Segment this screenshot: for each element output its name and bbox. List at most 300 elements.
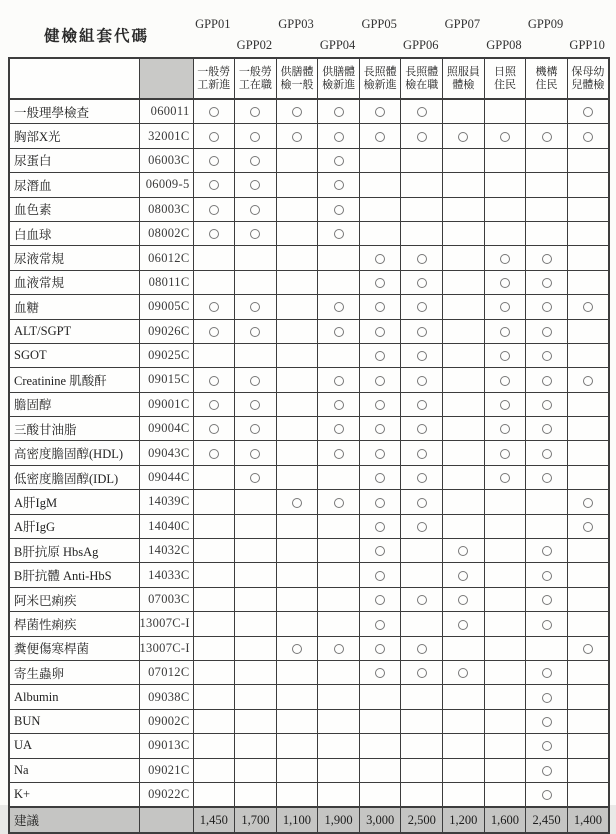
included-mark-cell — [484, 417, 526, 441]
included-mark-cell — [359, 563, 401, 587]
empty-mark-cell — [567, 417, 609, 441]
circle-mark-icon — [375, 449, 385, 459]
included-mark-cell — [401, 417, 443, 441]
included-mark-cell — [526, 709, 568, 733]
test-name-cell: 桿菌性痢疾 — [9, 612, 139, 636]
included-mark-cell — [235, 465, 277, 489]
circle-mark-icon — [375, 107, 385, 117]
empty-mark-cell — [318, 246, 360, 270]
circle-mark-icon — [542, 620, 552, 630]
circle-mark-icon — [209, 327, 219, 337]
included-mark-cell — [526, 441, 568, 465]
package-code-gpp06: GPP06 — [403, 38, 439, 52]
circle-mark-icon — [209, 132, 219, 142]
empty-mark-cell — [401, 563, 443, 587]
included-mark-cell — [193, 148, 235, 172]
empty-mark-cell — [193, 490, 235, 514]
included-mark-cell — [526, 392, 568, 416]
empty-mark-cell — [235, 734, 277, 758]
included-mark-cell — [318, 148, 360, 172]
empty-mark-cell — [567, 270, 609, 294]
empty-mark-cell — [359, 197, 401, 221]
circle-mark-icon — [334, 205, 344, 215]
package-label-line: 供膳體 — [280, 65, 314, 78]
package-label-line: 兒體檢 — [571, 78, 605, 91]
included-mark-cell — [193, 417, 235, 441]
empty-mark-cell — [235, 587, 277, 611]
package-label-gpp10 — [567, 58, 609, 99]
package-code-gpp04: GPP04 — [319, 38, 356, 52]
table-row — [9, 221, 609, 245]
package-label-line: 檢新進 — [322, 78, 356, 91]
circle-mark-icon — [417, 668, 427, 678]
table-row — [9, 563, 609, 587]
test-name-cell: 低密度膽固醇(IDL) — [9, 465, 139, 489]
included-mark-cell — [401, 587, 443, 611]
table-row — [9, 758, 609, 782]
circle-mark-icon — [417, 400, 427, 410]
empty-mark-cell — [401, 197, 443, 221]
circle-mark-icon — [417, 376, 427, 386]
package-label-line: 檢一般 — [280, 78, 314, 91]
price-cell: 1,450 — [193, 807, 235, 833]
circle-mark-icon — [500, 254, 510, 264]
circle-mark-icon — [209, 400, 219, 410]
empty-mark-cell — [235, 270, 277, 294]
table-row — [9, 246, 609, 270]
included-mark-cell — [359, 99, 401, 124]
included-mark-cell — [526, 124, 568, 148]
included-mark-cell — [526, 734, 568, 758]
empty-mark-cell — [443, 99, 485, 124]
empty-mark-cell — [443, 782, 485, 807]
circle-mark-icon — [458, 620, 468, 630]
price-cell: 1,700 — [235, 807, 277, 833]
empty-mark-cell — [193, 246, 235, 270]
included-mark-cell — [401, 99, 443, 124]
circle-mark-icon — [250, 400, 260, 410]
empty-mark-cell — [484, 539, 526, 563]
circle-mark-icon — [500, 278, 510, 288]
included-mark-cell — [318, 295, 360, 319]
circle-mark-icon — [209, 107, 219, 117]
circle-mark-icon — [542, 473, 552, 483]
empty-mark-cell — [235, 685, 277, 709]
included-mark-cell — [193, 197, 235, 221]
table-row — [9, 392, 609, 416]
test-name-cell: Creatinine 肌酸酐 — [9, 368, 139, 392]
empty-mark-cell — [443, 343, 485, 367]
circle-mark-icon — [417, 302, 427, 312]
included-mark-cell — [443, 563, 485, 587]
circle-mark-icon — [250, 180, 260, 190]
package-label-line: 照服員 — [446, 65, 480, 78]
circle-mark-icon — [209, 229, 219, 239]
circle-mark-icon — [458, 668, 468, 678]
footer-code-cell — [139, 807, 193, 833]
empty-mark-cell — [443, 148, 485, 172]
included-mark-cell — [567, 368, 609, 392]
empty-mark-cell — [276, 758, 318, 782]
empty-mark-cell — [567, 343, 609, 367]
circle-mark-icon — [334, 376, 344, 386]
empty-mark-cell — [276, 782, 318, 807]
test-code-cell: 06003C — [139, 148, 193, 172]
circle-mark-icon — [500, 424, 510, 434]
package-label-line: 供膳體 — [322, 65, 356, 78]
test-code-cell: 09043C — [139, 441, 193, 465]
test-name-cell: Na — [9, 758, 139, 782]
test-code-cell: 08002C — [139, 221, 193, 245]
test-code-cell: 06009-5 — [139, 173, 193, 197]
empty-mark-cell — [401, 148, 443, 172]
circle-mark-icon — [375, 400, 385, 410]
circle-mark-icon — [334, 327, 344, 337]
empty-mark-cell — [443, 368, 485, 392]
empty-mark-cell — [484, 758, 526, 782]
empty-mark-cell — [567, 221, 609, 245]
empty-mark-cell — [567, 319, 609, 343]
table-row — [9, 295, 609, 319]
test-code-cell: 08003C — [139, 197, 193, 221]
package-code-gpp09: GPP09 — [527, 17, 564, 31]
circle-mark-icon — [542, 449, 552, 459]
empty-mark-cell — [401, 221, 443, 245]
empty-mark-cell — [359, 782, 401, 807]
empty-mark-cell — [567, 685, 609, 709]
included-mark-cell — [359, 441, 401, 465]
circle-mark-icon — [334, 180, 344, 190]
included-mark-cell — [359, 295, 401, 319]
included-mark-cell — [193, 441, 235, 465]
circle-mark-icon — [583, 376, 593, 386]
table-row — [9, 197, 609, 221]
empty-mark-cell — [443, 441, 485, 465]
empty-mark-cell — [526, 221, 568, 245]
package-label-gpp01 — [193, 58, 235, 99]
empty-mark-cell — [567, 246, 609, 270]
included-mark-cell — [484, 295, 526, 319]
circle-mark-icon — [458, 595, 468, 605]
circle-mark-icon — [334, 449, 344, 459]
table-row — [9, 709, 609, 733]
package-label-gpp08 — [484, 58, 526, 99]
test-code-cell: 06012C — [139, 246, 193, 270]
test-code-cell: 32001C — [139, 124, 193, 148]
test-name-cell: BUN — [9, 709, 139, 733]
table-row — [9, 343, 609, 367]
package-code-gpp07: GPP07 — [444, 17, 481, 31]
empty-mark-cell — [276, 148, 318, 172]
empty-mark-cell — [443, 417, 485, 441]
empty-mark-cell — [193, 563, 235, 587]
test-name-cell: 白血球 — [9, 221, 139, 245]
included-mark-cell — [318, 392, 360, 416]
empty-mark-cell — [484, 660, 526, 684]
empty-mark-cell — [318, 270, 360, 294]
included-mark-cell — [235, 417, 277, 441]
package-label-line: 工在職 — [238, 78, 272, 91]
included-mark-cell — [235, 295, 277, 319]
included-mark-cell — [401, 392, 443, 416]
package-label-line: 一般勞 — [238, 65, 272, 78]
circle-mark-icon — [417, 278, 427, 288]
circle-mark-icon — [542, 668, 552, 678]
empty-mark-cell — [318, 782, 360, 807]
test-name-cell: 三酸甘油脂 — [9, 417, 139, 441]
empty-mark-cell — [276, 660, 318, 684]
test-name-cell: 阿米巴痢疾 — [9, 587, 139, 611]
table-row — [9, 319, 609, 343]
included-mark-cell — [193, 392, 235, 416]
circle-mark-icon — [542, 327, 552, 337]
included-mark-cell — [235, 319, 277, 343]
footer-label-cell: 建議 — [9, 807, 139, 833]
empty-mark-cell — [276, 246, 318, 270]
empty-mark-cell — [443, 636, 485, 660]
test-code-cell: 060011 — [139, 99, 193, 124]
circle-mark-icon — [375, 302, 385, 312]
test-name-cell: 尿蛋白 — [9, 148, 139, 172]
circle-mark-icon — [542, 717, 552, 727]
empty-mark-cell — [443, 514, 485, 538]
package-label-line: 檢新進 — [363, 78, 397, 91]
circle-mark-icon — [250, 205, 260, 215]
empty-mark-cell — [443, 197, 485, 221]
test-name-cell: 尿潛血 — [9, 173, 139, 197]
included-mark-cell — [401, 660, 443, 684]
empty-mark-cell — [193, 660, 235, 684]
circle-mark-icon — [250, 156, 260, 166]
included-mark-cell — [526, 685, 568, 709]
empty-mark-cell — [276, 392, 318, 416]
price-cell: 2,450 — [526, 807, 568, 833]
circle-mark-icon — [458, 132, 468, 142]
included-mark-cell — [567, 295, 609, 319]
included-mark-cell — [276, 636, 318, 660]
circle-mark-icon — [417, 254, 427, 264]
included-mark-cell — [193, 295, 235, 319]
table-row — [9, 539, 609, 563]
price-cell: 1,900 — [318, 807, 360, 833]
empty-mark-cell — [567, 660, 609, 684]
circle-mark-icon — [542, 790, 552, 800]
table-row — [9, 782, 609, 807]
included-mark-cell — [484, 124, 526, 148]
empty-mark-cell — [318, 734, 360, 758]
empty-mark-cell — [443, 685, 485, 709]
test-code-cell: 14033C — [139, 563, 193, 587]
included-mark-cell — [526, 612, 568, 636]
circle-mark-icon — [542, 571, 552, 581]
empty-mark-cell — [443, 490, 485, 514]
circle-mark-icon — [458, 571, 468, 581]
empty-mark-cell — [443, 221, 485, 245]
included-mark-cell — [401, 368, 443, 392]
included-mark-cell — [401, 343, 443, 367]
table-row — [9, 734, 609, 758]
empty-mark-cell — [276, 270, 318, 294]
empty-mark-cell — [567, 782, 609, 807]
circle-mark-icon — [250, 229, 260, 239]
circle-mark-icon — [458, 546, 468, 556]
empty-mark-cell — [567, 612, 609, 636]
empty-mark-cell — [484, 514, 526, 538]
included-mark-cell — [526, 539, 568, 563]
empty-mark-cell — [235, 612, 277, 636]
empty-mark-cell — [526, 490, 568, 514]
empty-mark-cell — [484, 99, 526, 124]
empty-mark-cell — [276, 295, 318, 319]
test-name-cell: SGOT — [9, 343, 139, 367]
empty-mark-cell — [318, 514, 360, 538]
empty-mark-cell — [276, 465, 318, 489]
included-mark-cell — [526, 563, 568, 587]
circle-mark-icon — [500, 449, 510, 459]
price-cell: 1,100 — [276, 807, 318, 833]
empty-mark-cell — [276, 319, 318, 343]
empty-mark-cell — [318, 587, 360, 611]
circle-mark-icon — [583, 522, 593, 532]
included-mark-cell — [318, 441, 360, 465]
test-name-cell: UA — [9, 734, 139, 758]
empty-mark-cell — [318, 709, 360, 733]
included-mark-cell — [193, 368, 235, 392]
empty-mark-cell — [276, 709, 318, 733]
included-mark-cell — [526, 587, 568, 611]
empty-mark-cell — [484, 197, 526, 221]
circle-mark-icon — [250, 376, 260, 386]
included-mark-cell — [359, 539, 401, 563]
empty-mark-cell — [567, 148, 609, 172]
empty-mark-cell — [318, 612, 360, 636]
included-mark-cell — [193, 124, 235, 148]
included-mark-cell — [359, 392, 401, 416]
circle-mark-icon — [542, 546, 552, 556]
test-code-cell: 09001C — [139, 392, 193, 416]
empty-mark-cell — [567, 392, 609, 416]
test-name-cell: 高密度膽固醇(HDL) — [9, 441, 139, 465]
empty-mark-cell — [235, 563, 277, 587]
test-code-cell: 09002C — [139, 709, 193, 733]
empty-mark-cell — [193, 612, 235, 636]
test-code-cell: 14032C — [139, 539, 193, 563]
included-mark-cell — [484, 270, 526, 294]
empty-mark-cell — [276, 539, 318, 563]
empty-mark-cell — [401, 685, 443, 709]
included-mark-cell — [401, 514, 443, 538]
table-row — [9, 124, 609, 148]
test-name-cell: B肝抗原 HbsAg — [9, 539, 139, 563]
empty-mark-cell — [318, 539, 360, 563]
included-mark-cell — [193, 319, 235, 343]
empty-mark-cell — [193, 685, 235, 709]
test-name-cell: 尿液常規 — [9, 246, 139, 270]
test-code-cell: 14040C — [139, 514, 193, 538]
test-code-cell: 13007C-I — [139, 636, 193, 660]
included-mark-cell — [318, 319, 360, 343]
package-code-gpp10: GPP10 — [569, 38, 605, 52]
included-mark-cell — [401, 246, 443, 270]
empty-mark-cell — [443, 709, 485, 733]
test-code-cell: 09044C — [139, 465, 193, 489]
circle-mark-icon — [375, 351, 385, 361]
empty-mark-cell — [484, 563, 526, 587]
empty-mark-cell — [567, 441, 609, 465]
test-name-cell: A肝IgG — [9, 514, 139, 538]
test-code-cell: 13007C-I — [139, 612, 193, 636]
package-label-line: 檢在職 — [405, 78, 439, 91]
empty-mark-cell — [484, 173, 526, 197]
empty-mark-cell — [567, 734, 609, 758]
included-mark-cell — [443, 612, 485, 636]
test-code-cell: 07012C — [139, 660, 193, 684]
circle-mark-icon — [542, 254, 552, 264]
included-mark-cell — [359, 587, 401, 611]
circle-mark-icon — [375, 473, 385, 483]
package-code-gpp03: GPP03 — [278, 17, 314, 31]
table-row — [9, 660, 609, 684]
package-label-line: 日照 — [493, 65, 516, 78]
circle-mark-icon — [292, 107, 302, 117]
included-mark-cell — [359, 636, 401, 660]
circle-mark-icon — [417, 351, 427, 361]
empty-mark-cell — [484, 685, 526, 709]
test-code-cell: 09022C — [139, 782, 193, 807]
empty-mark-cell — [526, 514, 568, 538]
test-name-cell: 血液常規 — [9, 270, 139, 294]
circle-mark-icon — [375, 522, 385, 532]
included-mark-cell — [359, 417, 401, 441]
table-row — [9, 685, 609, 709]
price-cell: 1,200 — [443, 807, 485, 833]
included-mark-cell — [526, 660, 568, 684]
empty-mark-cell — [235, 660, 277, 684]
table-row — [9, 368, 609, 392]
circle-mark-icon — [500, 473, 510, 483]
empty-mark-cell — [443, 246, 485, 270]
price-cell: 1,400 — [567, 807, 609, 833]
test-code-cell: 09025C — [139, 343, 193, 367]
package-label-line: 一般勞 — [197, 65, 231, 78]
table-row — [9, 612, 609, 636]
empty-mark-cell — [401, 782, 443, 807]
package-label-line: 機構 — [535, 65, 558, 78]
included-mark-cell — [401, 124, 443, 148]
empty-mark-cell — [193, 587, 235, 611]
circle-mark-icon — [334, 107, 344, 117]
included-mark-cell — [484, 319, 526, 343]
test-code-cell: 09021C — [139, 758, 193, 782]
included-mark-cell — [359, 490, 401, 514]
test-code-cell: 07003C — [139, 587, 193, 611]
circle-mark-icon — [375, 278, 385, 288]
empty-mark-cell — [359, 221, 401, 245]
empty-mark-cell — [318, 563, 360, 587]
circle-mark-icon — [209, 449, 219, 459]
circle-mark-icon — [500, 400, 510, 410]
circle-mark-icon — [250, 302, 260, 312]
empty-mark-cell — [443, 734, 485, 758]
empty-mark-cell — [443, 270, 485, 294]
included-mark-cell — [359, 368, 401, 392]
included-mark-cell — [401, 636, 443, 660]
empty-mark-cell — [235, 490, 277, 514]
empty-mark-cell — [276, 685, 318, 709]
empty-mark-cell — [235, 539, 277, 563]
empty-mark-cell — [193, 709, 235, 733]
empty-mark-cell — [443, 319, 485, 343]
